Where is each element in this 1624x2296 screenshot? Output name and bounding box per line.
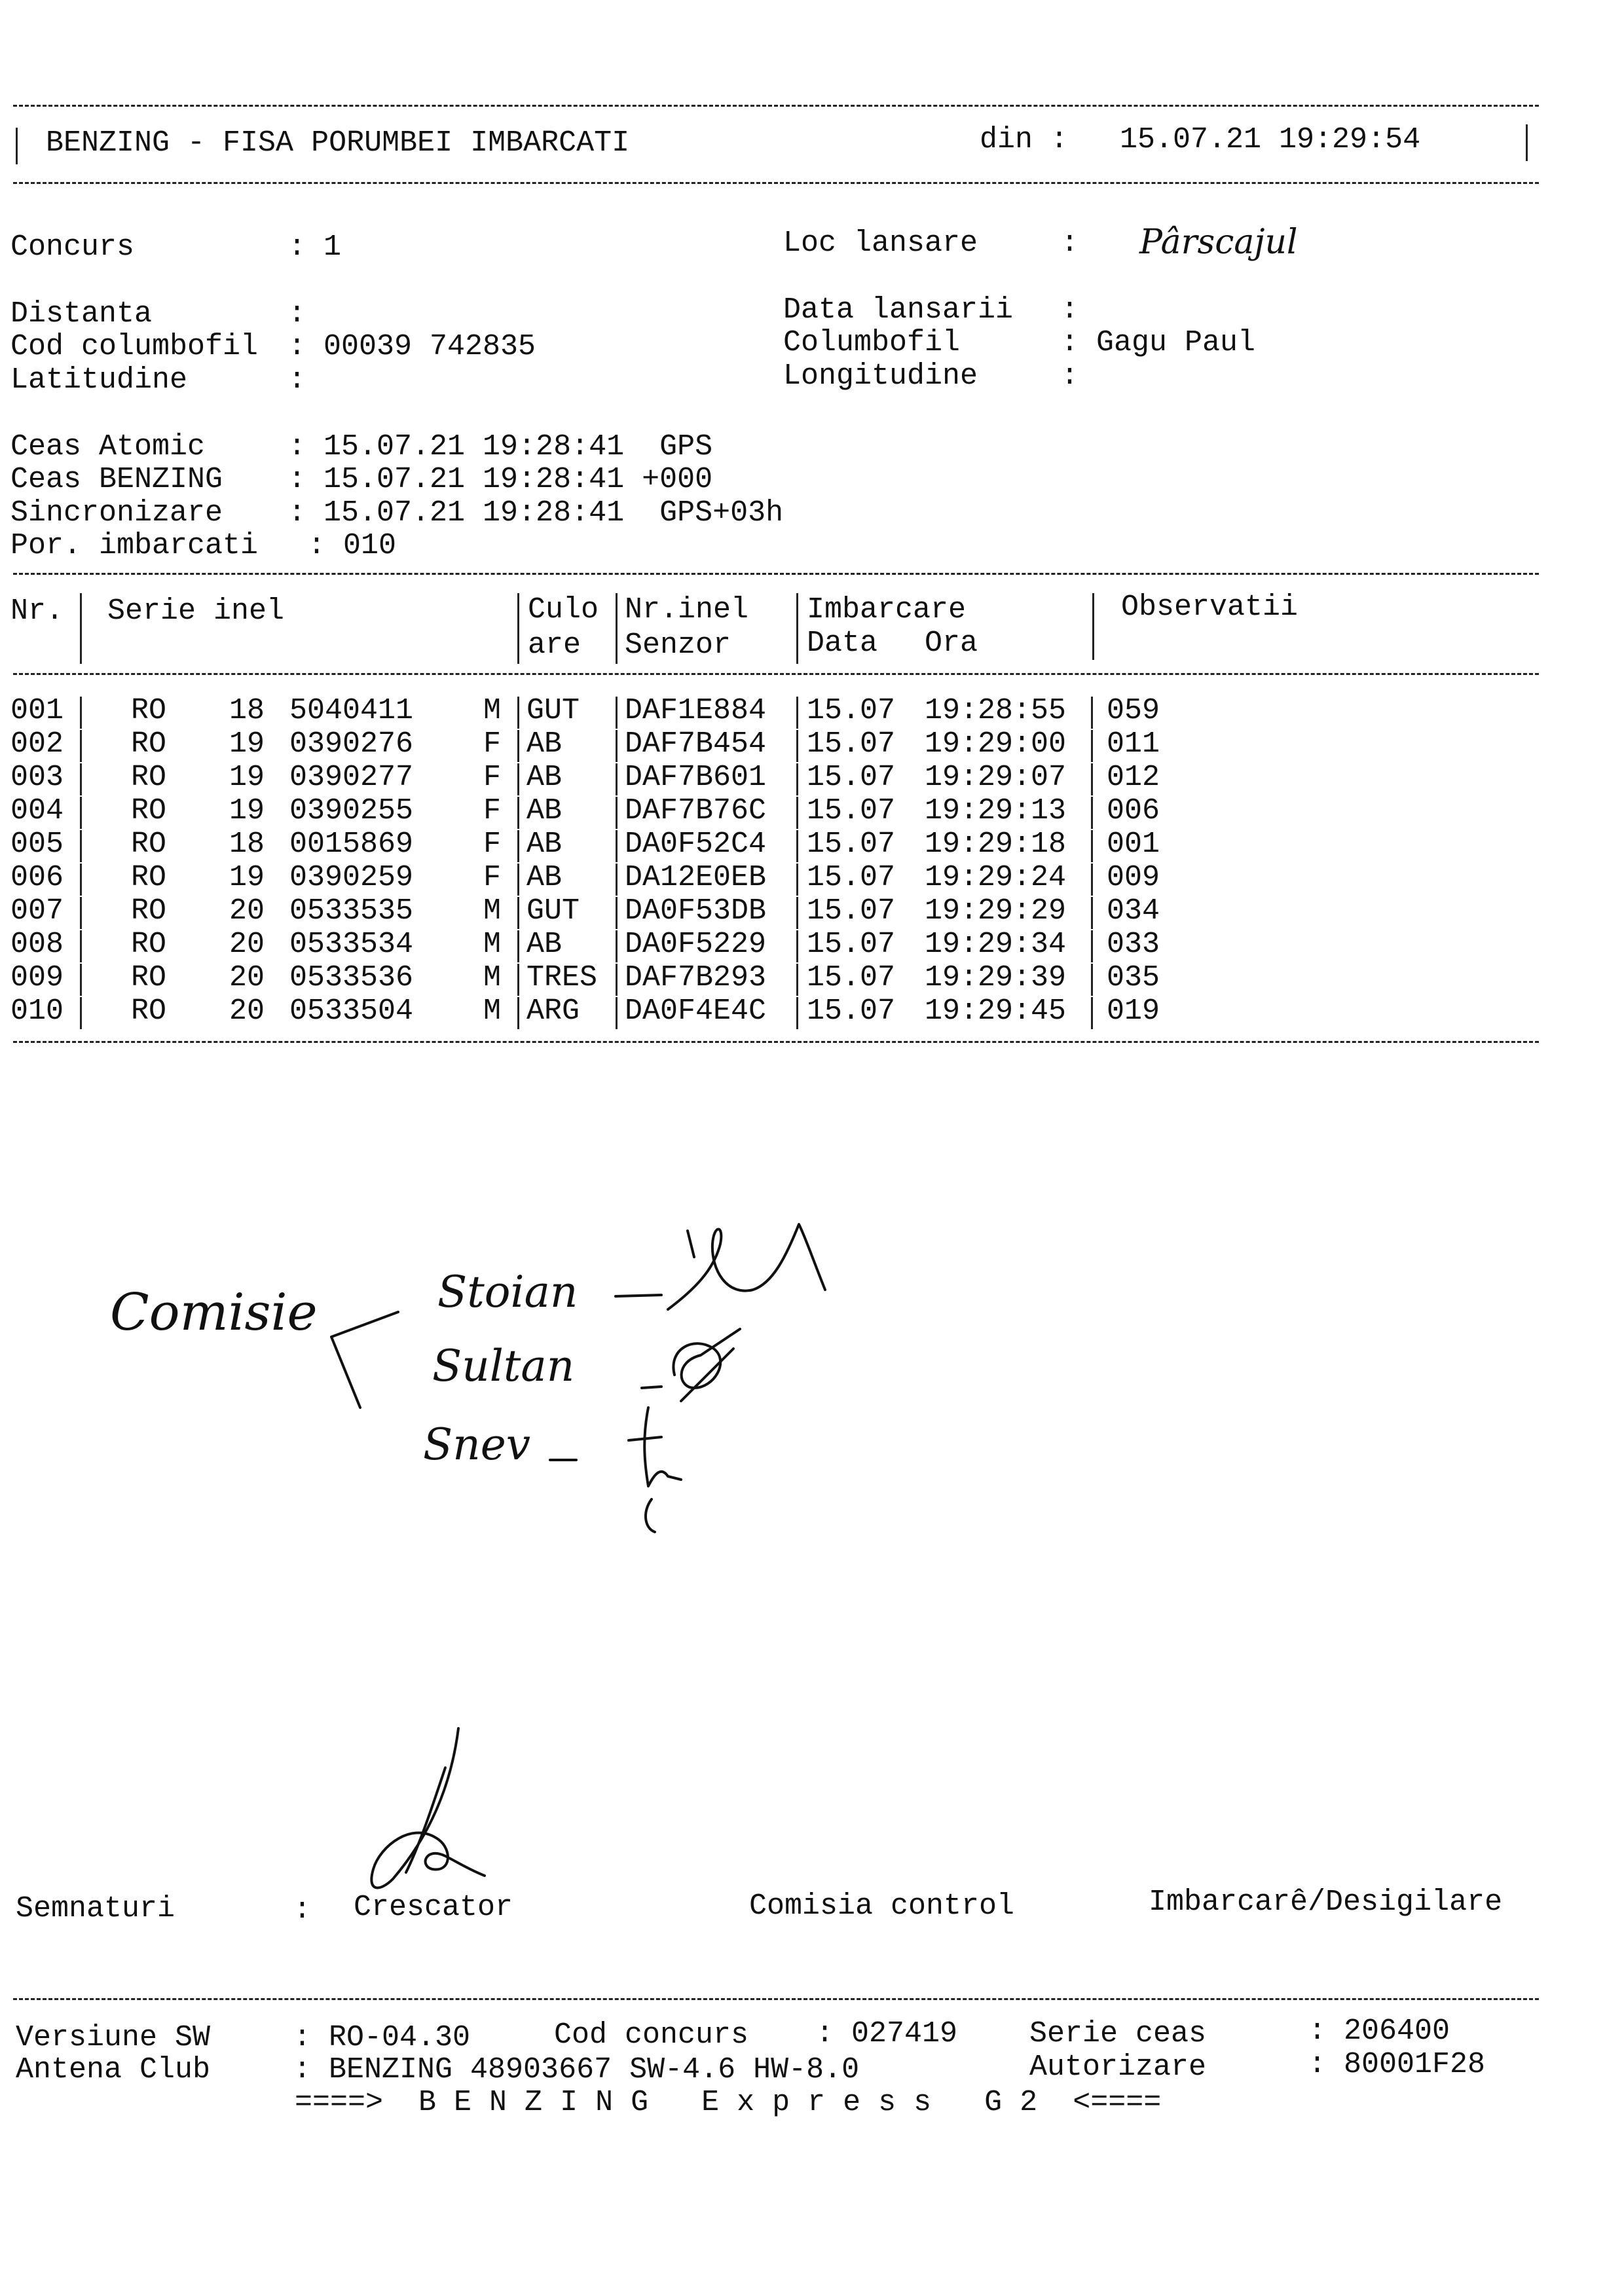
row-observatii: 001 [1107,828,1160,861]
row-culoare: TRES [526,961,598,994]
row-senzor: DAF7B293 [625,961,767,994]
row-data: 15.07 [807,694,896,727]
data-lansarii-value: : [1061,293,1079,327]
row-nr: 009 [10,961,64,994]
row-divider [616,997,618,1029]
row-divider [517,864,519,896]
latitudine-label: Latitudine [10,363,188,397]
longitudine-value: : [1061,359,1079,393]
row-divider [80,964,82,996]
cod-columbofil-value: : 00039 742835 [288,330,536,363]
comisie-handwritten: Comisie [110,1283,318,1342]
antena-club-value: : BENZING 48903667 SW-4.6 HW-8.0 [293,2053,860,2086]
member-3-signature [550,1388,681,1545]
row-divider [1091,897,1093,929]
row-divider [1091,797,1093,829]
row-tara: RO [131,994,167,1028]
data-lansarii-label: Data lansarii [783,293,1014,327]
row-data: 15.07 [807,928,896,961]
row-tara: RO [131,928,167,961]
row-senzor: DA0F4E4C [625,994,767,1028]
row-divider [1091,830,1093,862]
row-tara: RO [131,694,167,727]
sincronizare-value: : 15.07.21 19:28:41 GPS+03h [288,496,784,530]
row-numar: 0390255 [289,794,414,828]
row-divider [616,864,618,896]
row-sex: F [483,861,502,894]
autorizare-label: Autorizare [1029,2050,1207,2084]
row-data: 15.07 [807,727,896,761]
row-divider [517,697,519,729]
col-header-serie-inel: Serie inel [107,594,285,628]
row-observatii: 019 [1107,994,1160,1028]
semnaturi-label: Semnaturi [16,1892,175,1925]
header-right-bar [1526,124,1528,161]
row-nr: 008 [10,928,64,961]
col-header-culo: Culo [528,593,599,627]
row-sex: M [483,961,502,994]
row-numar: 0390277 [289,761,414,794]
row-culoare: ARG [526,994,580,1028]
serie-ceas-label: Serie ceas [1029,2017,1207,2050]
row-senzor: DA0F52C4 [625,828,767,861]
row-sex: F [483,794,502,828]
row-divider [80,897,82,929]
row-divider [517,897,519,929]
row-culoare: AB [526,794,563,828]
semnaturi-colon: : [293,1893,312,1927]
row-data: 15.07 [807,794,896,828]
row-nr: 007 [10,894,64,928]
row-nr: 002 [10,727,64,761]
row-observatii: 033 [1107,928,1160,961]
row-data: 15.07 [807,861,896,894]
row-observatii: 009 [1107,861,1160,894]
row-observatii: 059 [1107,694,1160,727]
versiune-sw-label: Versiune SW [16,2021,211,2054]
row-ora: 19:29:45 [925,994,1067,1028]
row-senzor: DAF1E884 [625,694,767,727]
commission-member-1: Stoian [437,1267,578,1317]
row-ora: 19:29:07 [925,761,1067,794]
row-divider [796,797,798,829]
row-data: 15.07 [807,894,896,928]
loc-lansare-label: Loc lansare [783,227,978,260]
row-divider [616,897,618,929]
row-culoare: AB [526,761,563,794]
row-divider [517,830,519,862]
row-ora: 19:29:39 [925,961,1067,994]
row-sex: F [483,761,502,794]
row-senzor: DAF7B601 [625,761,767,794]
row-tara: RO [131,894,167,928]
row-divider [80,763,82,795]
row-observatii: 006 [1107,794,1160,828]
row-ora: 19:29:00 [925,727,1067,761]
crescator-label: Crescator [354,1891,513,1924]
row-divider [80,697,82,729]
row-divider [1091,697,1093,729]
row-divider [796,864,798,896]
distanta-label: Distanta [10,297,153,331]
imbarcare-desigilare-label: Imbarcarê/Desigilare [1149,1886,1503,1919]
row-nr: 006 [10,861,64,894]
commission-member-2: Sultan [432,1341,575,1391]
row-culoare: GUT [526,694,580,727]
row-an: 20 [229,994,265,1028]
row-senzor: DA0F53DB [625,894,767,928]
row-ora: 19:28:55 [925,694,1067,727]
ceas-atomic-label: Ceas Atomic [10,430,206,464]
footer-top-rule [13,1998,1539,2000]
header-divider-imbarcare [796,593,798,664]
col-header-senzor: Senzor [625,629,731,662]
header-divider-nr [80,593,82,664]
row-divider [616,730,618,762]
por-imbarcati-value: : 010 [308,529,397,562]
row-data: 15.07 [807,994,896,1028]
benzing-express-banner: ====> B E N Z I N G E x p r e s s G 2 <==== [295,2086,1162,2119]
col-header-data: Data [807,627,878,660]
row-culoare: AB [526,928,563,961]
row-nr: 001 [10,694,64,727]
row-observatii: 035 [1107,961,1160,994]
loc-lansare-handwritten: Pârscajul [1139,223,1298,262]
comisia-control-label: Comisia control [749,1889,1015,1923]
row-divider [796,930,798,962]
row-divider [80,797,82,829]
row-numar: 0390259 [289,861,414,894]
row-numar: 0533535 [289,894,414,928]
row-ora: 19:29:24 [925,861,1067,894]
header-divider-observatii [1092,593,1094,660]
header-bottom-rule [13,182,1539,184]
table-bottom-rule [13,1041,1539,1043]
row-ora: 19:29:18 [925,828,1067,861]
row-an: 19 [229,761,265,794]
row-numar: 0533504 [289,994,414,1028]
row-ora: 19:29:34 [925,928,1067,961]
autorizare-value: : 80001F28 [1308,2048,1486,2081]
ceas-atomic-value: : 15.07.21 19:28:41 GPS [288,430,713,464]
row-divider [616,697,618,729]
row-divider [796,830,798,862]
col-header-imbarcare: Imbarcare [807,593,967,627]
ceas-benzing-value: : 15.07.21 19:28:41 +000 [288,463,713,496]
row-observatii: 011 [1107,727,1160,761]
row-nr: 003 [10,761,64,794]
table-header-rule [13,673,1539,675]
row-divider [517,930,519,962]
sincronizare-label: Sincronizare [10,496,223,530]
commission-member-3: Snev [423,1419,531,1470]
col-header-nr-inel: Nr.inel [625,593,749,627]
row-tara: RO [131,961,167,994]
row-sex: M [483,994,502,1028]
row-ora: 19:29:29 [925,894,1067,928]
row-numar: 0015869 [289,828,414,861]
row-an: 20 [229,894,265,928]
row-senzor: DAF7B76C [625,794,767,828]
row-nr: 004 [10,794,64,828]
document-title: BENZING - FISA PORUMBEI IMBARCATI [46,126,630,160]
versiune-sw-value: : RO-04.30 [293,2021,471,2054]
report-datetime: 15.07.21 19:29:54 [1120,123,1421,156]
por-imbarcati-label: Por. imbarcati [10,529,259,562]
row-culoare: AB [526,828,563,861]
row-an: 19 [229,794,265,828]
row-numar: 0390276 [289,727,414,761]
row-divider [80,864,82,896]
row-divider [80,997,82,1029]
row-senzor: DA12E0EB [625,861,767,894]
row-an: 20 [229,961,265,994]
columbofil-label: Columbofil [783,326,961,359]
row-numar: 0533536 [289,961,414,994]
row-numar: 0533534 [289,928,414,961]
col-header-ora: Ora [925,627,978,660]
ceas-benzing-label: Ceas BENZING [10,463,223,496]
columbofil-value: : Gagu Paul [1061,326,1256,359]
row-divider [1091,864,1093,896]
row-an: 19 [229,727,265,761]
row-nr: 010 [10,994,64,1028]
row-divider [796,997,798,1029]
row-divider [616,797,618,829]
row-divider [517,964,519,996]
row-tara: RO [131,727,167,761]
row-divider [80,830,82,862]
distanta-value: : [288,297,306,331]
row-senzor: DAF7B454 [625,727,767,761]
row-divider [616,830,618,862]
col-header-nr: Nr. [10,594,64,628]
row-divider [80,930,82,962]
antena-club-label: Antena Club [16,2053,211,2086]
row-observatii: 012 [1107,761,1160,794]
cod-concurs-label: Cod concurs [554,2018,749,2052]
row-divider [796,964,798,996]
row-sex: M [483,894,502,928]
row-divider [517,730,519,762]
row-data: 15.07 [807,761,896,794]
row-tara: RO [131,794,167,828]
row-an: 18 [229,694,265,727]
row-divider [1091,997,1093,1029]
row-an: 19 [229,861,265,894]
row-sex: M [483,694,502,727]
row-nr: 005 [10,828,64,861]
commission-bracket [320,1303,411,1434]
row-divider [616,763,618,795]
row-sex: F [483,828,502,861]
row-divider [796,697,798,729]
header-divider-nr-inel [616,593,618,664]
row-culoare: AB [526,727,563,761]
col-header-observatii: Observatii [1121,591,1299,624]
row-data: 15.07 [807,961,896,994]
row-senzor: DA0F5229 [625,928,767,961]
row-an: 18 [229,828,265,861]
row-tara: RO [131,861,167,894]
loc-lansare-colon: : [1061,227,1079,260]
row-divider [796,763,798,795]
row-an: 20 [229,928,265,961]
cod-concurs-value: : 027419 [816,2017,958,2050]
table-top-rule [13,573,1539,575]
header-left-bar [16,128,18,164]
row-divider [517,797,519,829]
din-label: din : [980,123,1069,156]
row-culoare: AB [526,861,563,894]
row-divider [796,897,798,929]
row-divider [796,730,798,762]
row-ora: 19:29:13 [925,794,1067,828]
row-culoare: GUT [526,894,580,928]
row-divider [1091,964,1093,996]
row-sex: M [483,928,502,961]
row-divider [1091,763,1093,795]
row-divider [517,997,519,1029]
cod-columbofil-label: Cod columbofil [10,330,259,363]
row-tara: RO [131,761,167,794]
top-rule [13,105,1539,107]
row-observatii: 034 [1107,894,1160,928]
row-divider [1091,730,1093,762]
row-divider [1091,930,1093,962]
serie-ceas-value: : 206400 [1308,2014,1450,2048]
row-tara: RO [131,828,167,861]
row-data: 15.07 [807,828,896,861]
row-divider [517,763,519,795]
row-divider [80,730,82,762]
concurs-label: Concurs [10,230,135,264]
row-divider [616,930,618,962]
col-header-are: are [528,629,581,662]
latitudine-value: : [288,363,306,397]
concurs-value: : 1 [288,230,342,264]
row-numar: 5040411 [289,694,414,727]
member-1-signature [616,1218,825,1322]
longitudine-label: Longitudine [783,359,978,393]
header-divider-culo [517,593,519,664]
row-sex: F [483,727,502,761]
row-divider [616,964,618,996]
